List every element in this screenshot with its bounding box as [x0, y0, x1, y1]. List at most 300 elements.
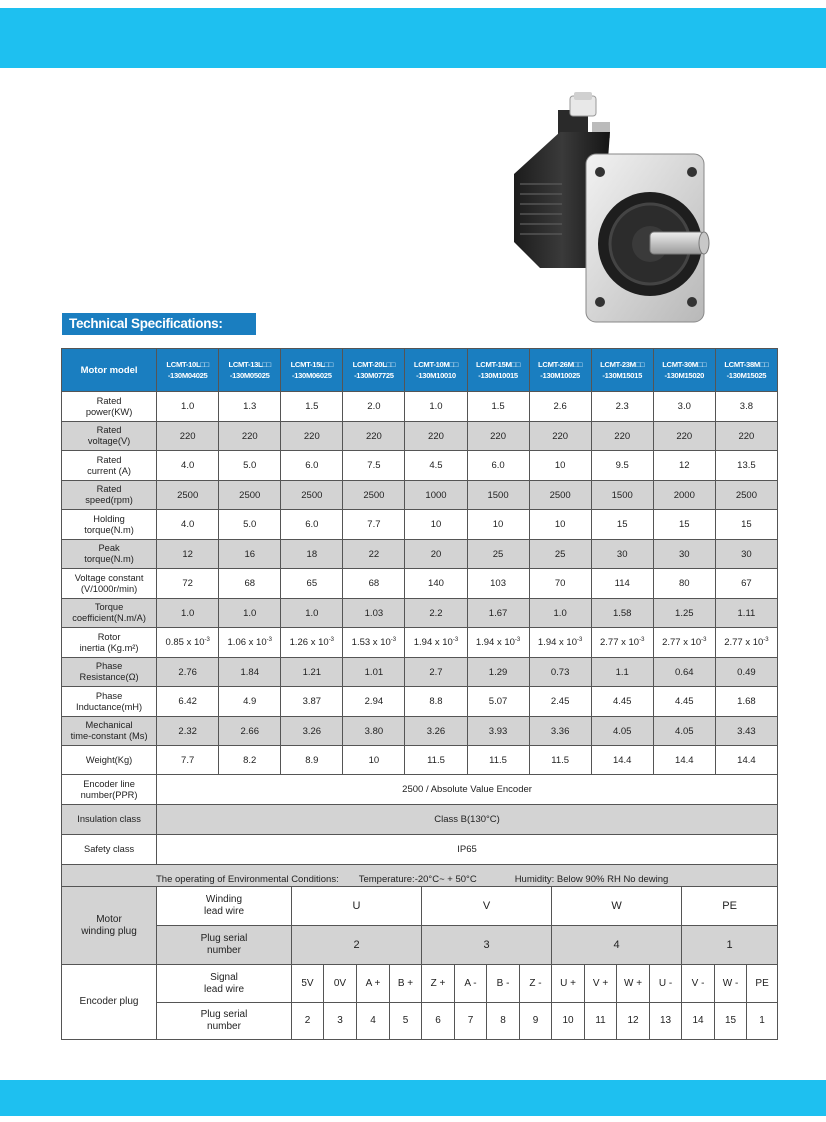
signal-number-cell	[487, 1003, 520, 1040]
value-text: 13.5	[737, 460, 756, 471]
value-text: 2.77 x 10	[724, 637, 764, 649]
value-cell	[715, 687, 777, 717]
value-cell	[715, 481, 777, 510]
merged-value-text: IP65	[457, 844, 477, 855]
value-text: 1.25	[675, 607, 694, 619]
value-cell	[529, 481, 591, 510]
value-text: 1.0	[243, 607, 257, 619]
value-text: 65	[306, 578, 318, 589]
value-cell	[343, 628, 405, 658]
value-text: 5.0	[243, 460, 257, 471]
value-text: 6.0	[305, 460, 319, 471]
value-cell	[591, 392, 653, 422]
value-cell	[467, 599, 529, 628]
model-header	[467, 349, 529, 392]
row-label-text: voltage(V)	[87, 436, 131, 446]
signal-number-text: 10	[562, 1015, 574, 1026]
row-label	[62, 422, 157, 451]
row-label-text: torque(N.m)	[84, 554, 134, 564]
row-label	[62, 805, 157, 835]
value-cell	[529, 717, 591, 746]
value-text: 3.26	[426, 725, 446, 737]
value-text: 7.7	[181, 754, 195, 766]
signal-wire-cell	[747, 965, 778, 1003]
row-label-text: Peak	[98, 543, 120, 553]
winding-number-cell	[682, 926, 778, 965]
signal-wire-text: A +	[365, 977, 381, 989]
signal-wire-text: A -	[464, 977, 477, 989]
value-text: 7.5	[367, 460, 381, 471]
signal-number-cell	[422, 1003, 455, 1040]
value-cell	[715, 451, 777, 481]
value-text: 220	[490, 430, 506, 442]
value-text: 70	[554, 578, 566, 589]
model-header	[591, 349, 653, 392]
signal-wire-cell	[455, 965, 487, 1003]
spec-row	[62, 510, 778, 540]
value-text: 10	[554, 460, 566, 471]
value-text: 2.77 x 10	[662, 637, 702, 649]
value-cell	[157, 658, 219, 687]
value-text: 0.64	[675, 666, 694, 678]
model-name: LCMT-15L□□	[290, 360, 334, 369]
spec-table	[61, 348, 778, 894]
value-text: 1.26 x 10	[289, 637, 329, 649]
value-text: 3.93	[488, 725, 508, 737]
value-text: 220	[614, 430, 631, 442]
value-cell	[219, 422, 281, 451]
value-cell	[281, 746, 343, 775]
value-cell	[529, 599, 591, 628]
winding-wire-cell	[292, 887, 422, 926]
value-cell	[157, 481, 219, 510]
signal-number-text: 3	[337, 1015, 343, 1026]
row-label-text: speed(rpm)	[85, 495, 133, 505]
value-cell	[219, 510, 281, 540]
value-text: 1.67	[488, 607, 508, 619]
value-text: 2500	[735, 489, 757, 501]
signal-number-text: 11	[595, 1015, 606, 1026]
row-label-text: (V/1000r/min)	[80, 583, 138, 594]
value-cell	[157, 569, 219, 599]
model-name: LCMT-38M□□	[724, 360, 769, 369]
winding-wire-cell	[552, 887, 682, 926]
row-label-text: Torque	[94, 602, 124, 612]
value-cell	[219, 481, 281, 510]
row-label-text: coefficient(N.m/A)	[72, 613, 146, 623]
value-cell	[653, 746, 715, 775]
value-cell	[467, 540, 529, 569]
value-text: 1.0	[553, 607, 567, 619]
value-text: 2.94	[364, 696, 384, 707]
signal-wire-text: W +	[624, 977, 643, 989]
value-cell	[343, 746, 405, 775]
model-name: -130M06025	[291, 371, 332, 380]
row-label-text: torque(N.m)	[84, 524, 134, 535]
value-cell	[467, 510, 529, 540]
value-cell	[157, 687, 219, 717]
winding-number-text: 1	[726, 939, 733, 951]
value-text: 3.8	[739, 401, 754, 412]
value-text: 12	[679, 460, 690, 471]
value-text: 1.11	[737, 607, 756, 619]
signal-number-text: 14	[692, 1015, 704, 1026]
value-cell	[591, 658, 653, 687]
row-label-text: inertia (Kg.m²)	[79, 642, 139, 653]
value-text: 3.36	[550, 725, 570, 737]
value-text: 2500	[239, 489, 261, 501]
merged-value	[157, 835, 778, 865]
model-header	[529, 349, 591, 392]
row-label-text: Weight(Kg)	[85, 754, 133, 765]
value-text: 3.80	[364, 725, 384, 737]
spec-row	[62, 422, 778, 451]
signal-wire-text: B +	[397, 977, 414, 989]
value-text: 4.5	[429, 460, 443, 471]
signal-wire-cell	[585, 965, 617, 1003]
value-text: 10	[430, 519, 442, 530]
motor-row-label-text: Winding	[205, 894, 243, 905]
row-label-text: current (A)	[87, 465, 132, 476]
value-text: 25	[492, 548, 504, 560]
row-label	[62, 658, 157, 687]
encoder-plug-serial-row	[62, 1003, 778, 1040]
bottom-banner	[0, 1080, 826, 1116]
value-text: 3.43	[737, 725, 756, 737]
spec-row	[62, 451, 778, 481]
signal-wire-cell	[292, 965, 324, 1003]
row-label	[62, 717, 157, 746]
signal-wire-text: 0V	[333, 977, 347, 989]
value-text: 2500	[177, 489, 199, 501]
value-text: 7.7	[367, 519, 381, 530]
model-name: LCMT-10L□□	[166, 360, 209, 369]
model-name: LCMT-15M□□	[475, 360, 521, 369]
value-text: 2.2	[429, 607, 443, 619]
value-text: 3.87	[302, 696, 322, 707]
value-text: 22	[368, 548, 380, 560]
value-cell	[219, 451, 281, 481]
encoder-plug-label	[62, 965, 157, 1040]
encoder-row-label	[157, 1003, 292, 1040]
row-label-text: Holding	[93, 513, 125, 524]
value-text: 8.8	[429, 696, 443, 707]
value-text: 2.3	[615, 401, 629, 412]
model-header	[405, 349, 467, 392]
signal-wire-text: W -	[722, 977, 739, 989]
spec-row	[62, 628, 778, 658]
value-text: 67	[741, 578, 752, 589]
value-cell	[467, 628, 529, 658]
value-cell	[343, 658, 405, 687]
signal-wire-text: Z +	[430, 977, 446, 989]
signal-wire-cell	[617, 965, 650, 1003]
value-text: 14.4	[612, 754, 632, 766]
exponent: -3	[204, 636, 210, 643]
value-text: 1.5	[491, 401, 505, 412]
safety-row	[62, 835, 778, 865]
value-text: 220	[365, 430, 382, 442]
value-cell	[591, 628, 653, 658]
value-cell	[529, 422, 591, 451]
signal-wire-text: 5V	[301, 977, 314, 989]
value-cell	[591, 540, 653, 569]
servo-motor-image	[500, 92, 712, 324]
environment-temperature: Temperature:-20°C~ + 50°C	[358, 873, 477, 885]
value-text: 1.29	[488, 666, 508, 678]
signal-number-text: 4	[370, 1015, 376, 1026]
signal-number-text: 6	[435, 1015, 441, 1026]
signal-wire-text: U -	[658, 977, 673, 989]
value-text: 220	[738, 430, 755, 442]
value-cell	[715, 540, 777, 569]
value-cell	[281, 687, 343, 717]
value-text: 12	[182, 548, 193, 560]
value-cell	[653, 599, 715, 628]
signal-number-cell	[682, 1003, 715, 1040]
value-cell	[653, 481, 715, 510]
value-text: 2500	[363, 489, 385, 501]
value-cell	[467, 481, 529, 510]
header-row	[62, 349, 778, 392]
value-cell	[653, 422, 715, 451]
motor-row-label	[157, 926, 292, 965]
model-header	[281, 349, 343, 392]
value-text: 1.84	[240, 666, 259, 678]
value-cell	[157, 540, 219, 569]
value-text: 0.49	[737, 666, 756, 678]
value-cell	[405, 687, 467, 717]
row-label-text: Rated	[96, 454, 122, 465]
value-cell	[467, 687, 529, 717]
value-text: 4.0	[181, 519, 195, 530]
row-label	[62, 540, 157, 569]
winding-wire-cell	[422, 887, 552, 926]
signal-wire-text: V +	[592, 977, 609, 989]
value-text: 1.01	[364, 666, 384, 678]
value-cell	[405, 717, 467, 746]
winding-wire-text: W	[611, 900, 622, 912]
value-cell	[715, 392, 777, 422]
value-text: 11.5	[551, 754, 570, 766]
value-cell	[591, 599, 653, 628]
insulation-row	[62, 805, 778, 835]
value-text: 10	[492, 519, 504, 530]
motor-plug-serial-row	[62, 926, 778, 965]
value-text: 2.6	[553, 401, 567, 412]
motor-plug-label	[62, 887, 157, 965]
encoder-plug-label-text: Encoder plug	[79, 996, 139, 1007]
row-label-text: time-constant (Ms)	[70, 731, 148, 741]
model-name: LCMT-20L□□	[352, 360, 396, 369]
value-cell	[653, 658, 715, 687]
value-cell	[653, 717, 715, 746]
value-text: 220	[552, 430, 569, 442]
value-text: 2000	[673, 489, 695, 501]
signal-number-cell	[585, 1003, 617, 1040]
value-cell	[343, 392, 405, 422]
model-name: -130M15025	[726, 371, 767, 380]
value-cell	[219, 540, 281, 569]
signal-number-cell	[390, 1003, 422, 1040]
value-text: 80	[679, 578, 690, 589]
value-text: 114	[614, 578, 630, 589]
winding-wire-text: PE	[722, 900, 737, 912]
value-text: 1.3	[243, 401, 257, 412]
value-cell	[343, 540, 405, 569]
exponent: -3	[577, 636, 583, 643]
model-header	[715, 349, 777, 392]
signal-number-cell	[292, 1003, 324, 1040]
value-cell	[467, 746, 529, 775]
header-label	[62, 349, 157, 392]
value-cell	[219, 569, 281, 599]
signal-wire-text: Z -	[529, 977, 542, 989]
value-text: 1.0	[305, 607, 319, 619]
value-cell	[281, 451, 343, 481]
value-text: 11.5	[427, 754, 445, 766]
row-label-text: Insulation class	[77, 814, 141, 824]
signal-wire-cell	[390, 965, 422, 1003]
model-name: LCMT-30M□□	[662, 360, 707, 369]
motor-row-label	[157, 887, 292, 926]
value-text: 14.4	[737, 754, 756, 766]
row-label	[62, 451, 157, 481]
row-label	[62, 599, 157, 628]
signal-number-cell	[455, 1003, 487, 1040]
signal-wire-cell	[487, 965, 520, 1003]
value-cell	[529, 569, 591, 599]
value-text: 6.42	[178, 696, 197, 707]
motor-plug-label-text: winding plug	[81, 925, 137, 937]
value-cell	[343, 422, 405, 451]
row-label-text: Inductance(mH)	[75, 701, 143, 712]
signal-wire-cell	[650, 965, 682, 1003]
exponent: -3	[328, 636, 335, 643]
value-text: 1.1	[615, 666, 629, 678]
merged-value	[157, 805, 778, 835]
value-text: 25	[554, 548, 566, 560]
value-cell	[157, 717, 219, 746]
winding-wire-cell	[682, 887, 778, 926]
value-cell	[219, 628, 281, 658]
value-cell	[529, 628, 591, 658]
encoder-row-label-text: number	[207, 1021, 241, 1032]
value-cell	[405, 422, 467, 451]
value-text: 4.05	[612, 725, 632, 737]
value-cell	[405, 510, 467, 540]
value-text: 11.5	[489, 754, 507, 766]
value-cell	[281, 658, 343, 687]
signal-number-cell	[747, 1003, 778, 1040]
row-label	[62, 746, 157, 775]
value-cell	[529, 658, 591, 687]
row-label	[62, 775, 157, 805]
value-cell	[281, 510, 343, 540]
row-label-text: Safety class	[84, 844, 135, 854]
value-text: 1500	[611, 489, 633, 501]
value-cell	[157, 599, 219, 628]
value-text: 30	[616, 548, 628, 560]
encoder-row-label-text: Plug serial	[200, 1009, 248, 1020]
model-name: -130M05025	[229, 371, 270, 380]
merged-value-text: Class B(130°C)	[434, 814, 500, 825]
winding-number-text: 3	[483, 939, 490, 951]
encoder-line-row	[62, 775, 778, 805]
value-text: 15	[741, 519, 752, 530]
exponent: -3	[514, 636, 521, 643]
value-cell	[591, 481, 653, 510]
value-cell	[467, 451, 529, 481]
motor-plug-label-text: Motor	[96, 913, 122, 925]
merged-value-text: 2500 / Absolute Value Encoder	[402, 784, 532, 795]
value-cell	[653, 392, 715, 422]
winding-number-cell	[422, 926, 552, 965]
value-text: 1.0	[429, 401, 443, 412]
value-text: 15	[616, 519, 628, 530]
signal-number-cell	[357, 1003, 390, 1040]
value-text: 3.26	[302, 725, 322, 737]
spec-row	[62, 599, 778, 628]
value-cell	[343, 599, 405, 628]
value-cell	[467, 658, 529, 687]
value-cell	[281, 540, 343, 569]
signal-wire-cell	[552, 965, 585, 1003]
value-cell	[405, 569, 467, 599]
value-text: 68	[244, 578, 256, 589]
value-text: 5.0	[243, 519, 257, 530]
value-text: 6.0	[491, 460, 505, 471]
environment-title: The operating of Environmental Conditions:	[156, 873, 339, 885]
row-label-text: number(PPR)	[80, 789, 138, 800]
signal-wire-text: U +	[560, 977, 576, 989]
signal-wire-cell	[357, 965, 390, 1003]
value-cell	[219, 746, 281, 775]
motor-row-label-text: lead wire	[203, 906, 245, 917]
value-cell	[281, 717, 343, 746]
value-cell	[405, 540, 467, 569]
row-label	[62, 569, 157, 599]
spec-row	[62, 658, 778, 687]
value-cell	[653, 540, 715, 569]
value-cell	[219, 658, 281, 687]
value-cell	[157, 392, 219, 422]
value-text: 2500	[301, 489, 323, 501]
value-cell	[405, 451, 467, 481]
value-text: 9.5	[615, 460, 629, 471]
value-text: 4.45	[675, 696, 694, 707]
value-text: 8.9	[305, 754, 319, 766]
value-text: 1.94 x 10	[475, 637, 515, 649]
signal-wire-cell	[682, 965, 715, 1003]
value-cell	[343, 451, 405, 481]
row-label	[62, 687, 157, 717]
value-cell	[591, 422, 653, 451]
value-cell	[281, 422, 343, 451]
value-text: 8.2	[243, 754, 257, 766]
value-cell	[343, 569, 405, 599]
row-label-text: power(KW)	[85, 406, 133, 417]
value-cell	[715, 658, 777, 687]
value-text: 4.9	[243, 696, 257, 707]
signal-wire-cell	[324, 965, 357, 1003]
value-text: 30	[741, 548, 752, 560]
encoder-row-label-text: lead wire	[203, 983, 245, 995]
value-cell	[343, 481, 405, 510]
value-text: 1.0	[181, 607, 195, 619]
value-text: 1.5	[305, 401, 319, 412]
value-text: 1.58	[612, 607, 632, 619]
